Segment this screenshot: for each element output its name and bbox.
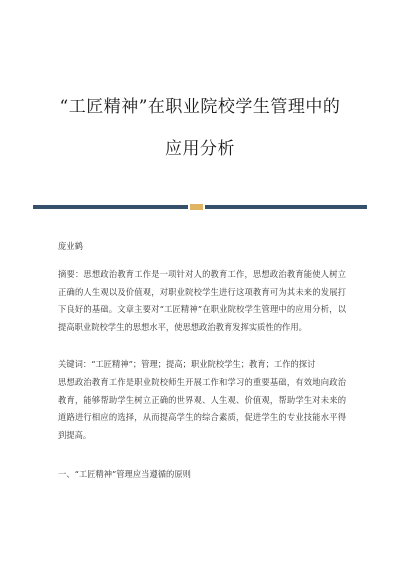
document-title-line-2: 应用分析 bbox=[165, 139, 235, 159]
divider-left-bar bbox=[33, 205, 188, 209]
divider-accent-mark bbox=[190, 204, 203, 210]
section-heading: 一、“工匠精神”管理应当遵循的原则 bbox=[58, 469, 191, 479]
author-name: 庞业鹤 bbox=[58, 241, 83, 251]
title-divider bbox=[33, 205, 367, 209]
divider-right-bar bbox=[205, 205, 367, 209]
body-paragraph: 思想政治教育工作是职业院校师生开展工作和学习的重要基础，有效地向政治教育，能够帮助学生树立正确的世界观、人生观、价值观，帮助学生对未来的道路进行相应的选择，从而提高学生的综合素质，促进学生的专业技能水平得到提高。 bbox=[58, 377, 346, 441]
abstract-paragraph: 摘要：思想政治教育工作是一项针对人的教育工作，思想政治教育能使人树立正确的人生观以及价值观，对职业院校学生进行这项教育可为其未来的发展打下良好的基础。文章主要对“工匠精神”在职业院校学生管理中的应用分析，以提高职业院校学生的思想水平，使思想政治教育发挥实质性的作用。 bbox=[58, 269, 346, 333]
document-title-line-1: “工匠精神”在职业院校学生管理中的 bbox=[59, 97, 341, 117]
keywords-line: 关键词：“工匠精神”；管理；提高；职业院校学生；教育；工作的探讨 bbox=[58, 359, 316, 369]
